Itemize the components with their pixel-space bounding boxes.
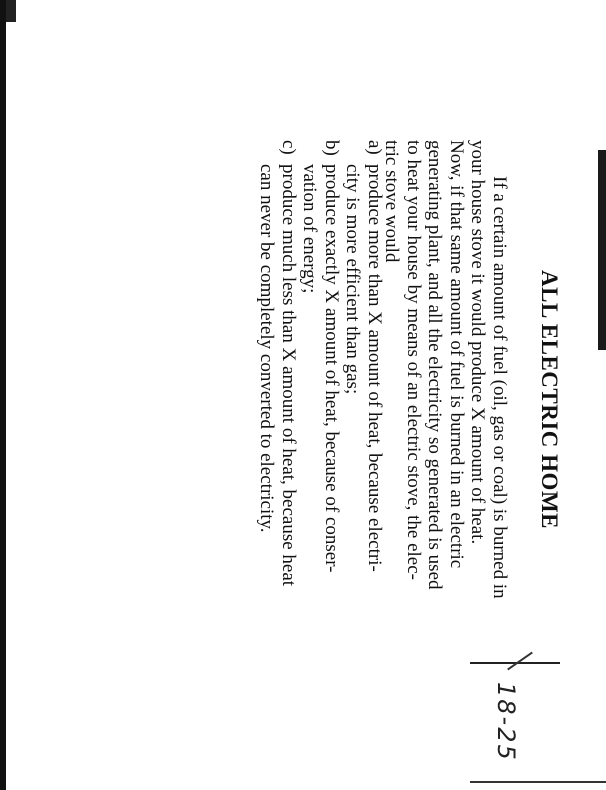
handwritten-page-number: 18-25 [492,682,520,762]
paragraph-line: generating plant, and all the electricity so generated is used [424,140,446,590]
option-text: produce exactly X amount of heat, because of conser- [321,164,342,573]
option-a-cont: city is more efficient than gas; [342,164,364,395]
scan-edge-left [0,0,6,790]
option-marker: a) [364,140,385,155]
option-marker: b) [321,140,342,156]
scan-mark-right [598,150,606,350]
option-text: produce more than X amount of heat, because electri- [364,164,385,572]
option-marker: c) [278,140,299,155]
option-c-cont: can never be completely converted to electricity. [256,164,278,533]
answer-options [256,140,385,700]
rotated-page [180,140,570,700]
paragraph-line: Now, if that same amount of fuel is burned in an electric [446,140,467,569]
option-text: produce much less than X amount of heat, because heat [278,164,299,587]
option-b-cont: vation of energy; [299,164,321,294]
paragraph-line: your house stove it would produce X amount of heat. [467,140,489,545]
option-a [364,140,386,700]
paragraph-line: If a certain amount of fuel (oil, gas or coal) is burned in [489,176,510,599]
option-b [321,140,343,700]
page-content [180,140,570,700]
option-c [278,140,300,700]
paragraph-line: to heat your house by means of an electric stove, the elec- [403,140,424,580]
page-title: ALL ELECTRIC HOME [537,270,562,529]
scan-line-bottom [470,781,606,783]
paragraph-line: tric stove would [381,140,403,263]
scan-mark-top [6,0,16,22]
question-paragraph [381,140,510,700]
